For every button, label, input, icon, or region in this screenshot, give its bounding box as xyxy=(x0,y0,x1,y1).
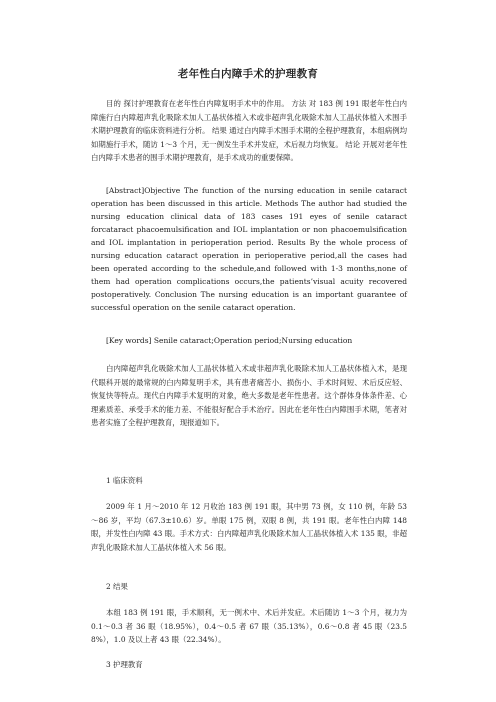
section-2-heading: 2 结果 xyxy=(106,582,128,591)
section-1-heading: 1 临床资料 xyxy=(106,476,143,485)
introduction-paragraph: 白内障超声乳化吸除术加人工晶状体植入术或非超声乳化吸除术加人工晶状体植入术，是现代眼科开展的最常规的白内障复明手术，具有患者痛苦小、损伤小、手术时间短、术后反应轻、恢复快等特点。现代白内障手术复明的对象，绝大多数是老年性患者。这个群体身体条件差、心理素质差、承受手术的能力差、不能很好配合手术治疗。因此在老年性白内障围手术期，笔者对患者实施了全程护理教育，现报道如下。 xyxy=(91,364,407,427)
section-2-body: 本组 183 例 191 眼，手术顺利，无一例术中、术后并发症。术后随访 1～3 个月，视力为 0.1～0.3 者 36 眼（18.95%），0.4～0.5 者 67 眼（35.13%），0.6～0.8 者 45 眼（23.58%），1.0 及以上者 43 眼（22.34%）。 xyxy=(91,608,407,644)
section-3-heading: 3 护理教育 xyxy=(106,660,143,669)
abstract-chinese: 目的 探讨护理教育在老年性白内障复明手术中的作用。 方法 对 183 例 191 眼老年性白内障施行白内障超声乳化吸除术加人工晶状体植入术或非超声乳化吸除术加人工晶状体植入术围手术期护理教育的临床资料进行分析。 结果 通过白内障手术围手术期的全程护理教育，本组病例均如期施行手术，随访 1～3 个月，无一例发生手术并发症，术后视力均恢复。 结论 开展对老年性白内障手术患者的围手术期护理教育，是手术成功的重要保障。 xyxy=(91,99,407,162)
section-1-body: 2009 年 1 月～2010 年 12 月收治 183 例 191 眼，其中男 73 例，女 110 例，年龄 53～86 岁，平均（67.3±10.6）岁。单眼 175 例，双眼 8 例，共 191 眼。老年性白内障 148 眼，并发性白内障 43 眼。手术方式：白内障超声乳化吸除术加人工晶状体植入术 135 眼，非超声乳化吸除术加人工晶状体植入术 56 眼。 xyxy=(91,502,407,552)
keywords: [Key words] Senile cataract;Operation period;Nursing education xyxy=(106,336,353,345)
abstract-english: [Abstract]Objective The function of the nursing education in senile cataract operation has been discussed in this article. Methods The author had studied the nursing education clinical data of 183 cases 191 eyes of senile cataract forcataract phacoemulsification and IOL implantation or non phacoemulsification and IOL implantation in perioperation period. Results By the whole process of nursing education cataract operation in perioperative period,all the cases had been operated according to the schedule,and followed with 1-3 months,none of them had operation complications occurs,the patients’visual acuity recovered postoperatively. Conclusion The nursing education is an important guarantee of successful operation on the senile cataract operation. xyxy=(91,186,407,312)
document-title: 老年性白内障手术的护理教育 xyxy=(177,68,319,80)
